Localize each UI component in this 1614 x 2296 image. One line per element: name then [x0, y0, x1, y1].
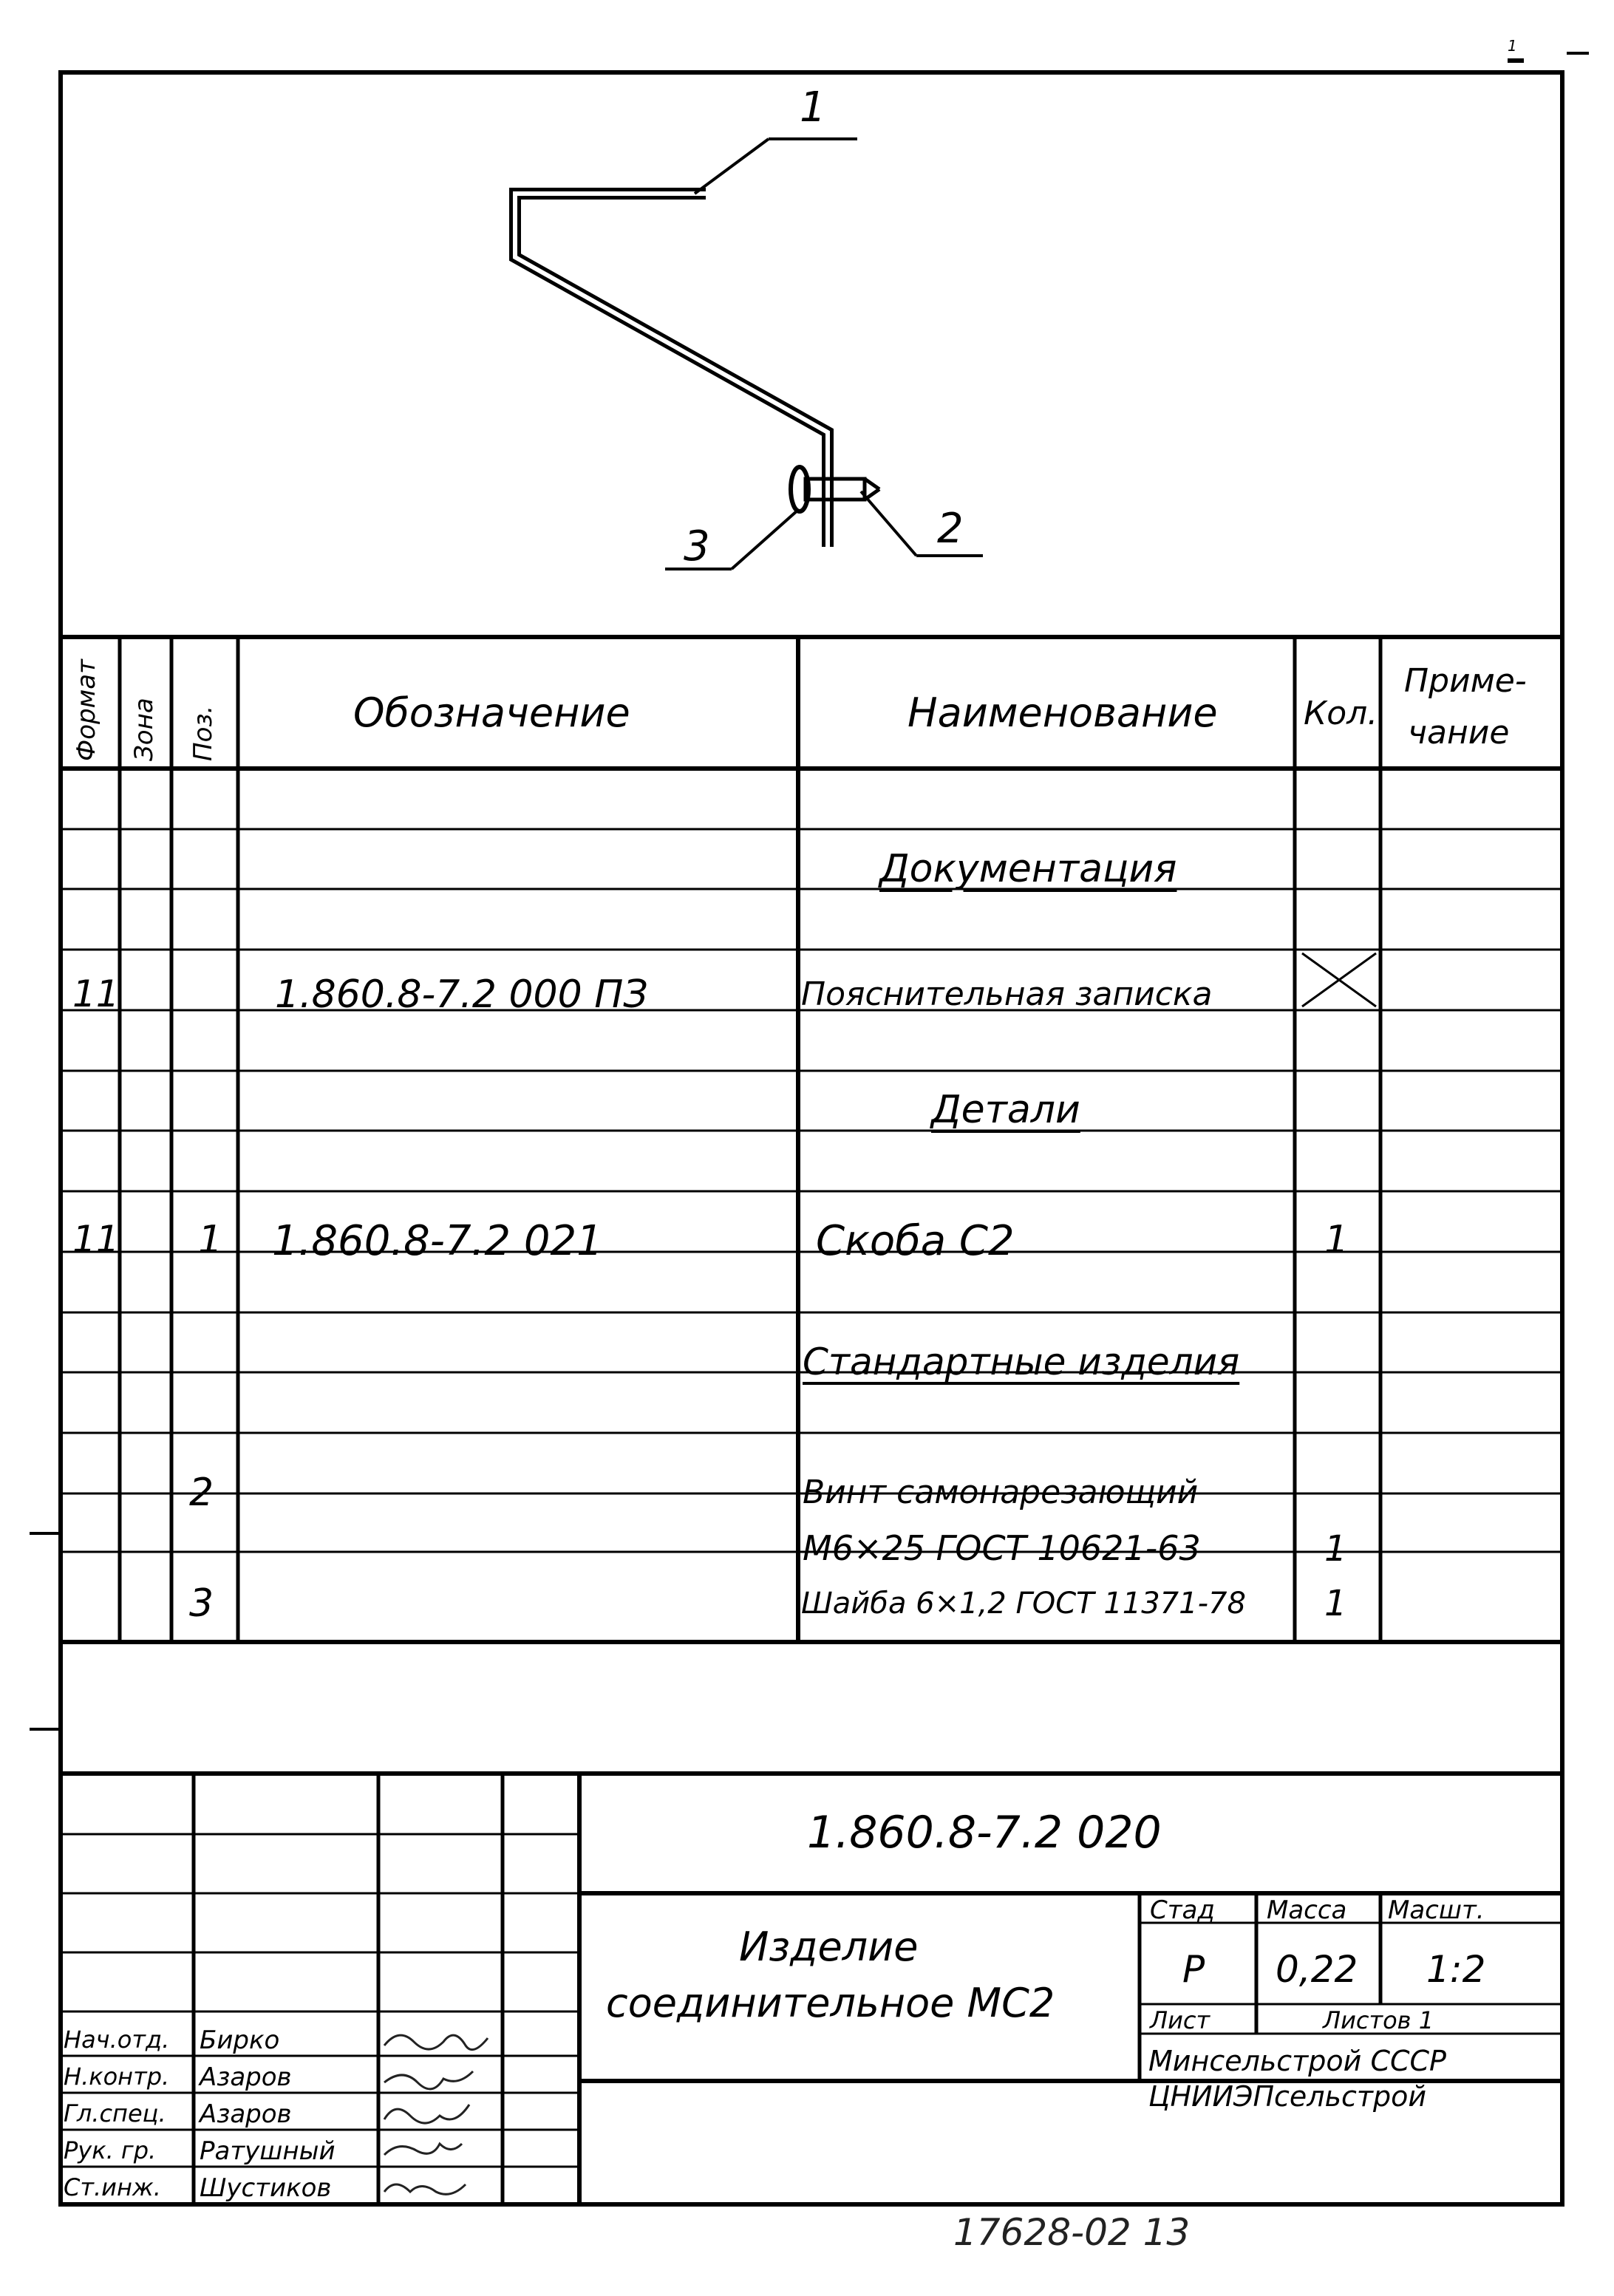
sig-role-3: Гл.спец.: [64, 2099, 166, 2128]
row-3-qty: 1: [1324, 1218, 1349, 1262]
row-7-pos: 3: [189, 1581, 214, 1626]
callout-1: 1: [800, 84, 826, 132]
row-3-name: Скоба С2: [816, 1217, 1015, 1265]
stage-value: Р: [1182, 1948, 1205, 1991]
row-7-qty: 1: [1324, 1583, 1347, 1624]
section-details: Детали: [931, 1088, 1080, 1132]
organization-line1: Минсельстрой СССР: [1148, 2045, 1446, 2077]
mass-label: Масса: [1267, 1895, 1347, 1925]
section-standard-items: Стандартные изделия: [803, 1341, 1240, 1383]
sig-name-5: Шустиков: [200, 2173, 332, 2203]
sig-name-1: Бирко: [200, 2026, 280, 2055]
row-1-name: Пояснительная записка: [801, 975, 1213, 1013]
callout-3: 3: [684, 522, 710, 570]
callout-2: 2: [937, 505, 964, 553]
sheets-label: Листов 1: [1323, 2006, 1434, 2034]
row-5-name: Винт самонарезающий: [803, 1474, 1199, 1511]
stage-label: Стад: [1150, 1895, 1215, 1925]
corner-mark: 1: [1508, 37, 1517, 55]
row-3-format: 11: [72, 1218, 120, 1261]
header-note-line2: чание: [1408, 714, 1510, 752]
sig-name-4: Ратушный: [200, 2136, 336, 2166]
signature-scribbles: [384, 2035, 488, 2194]
header-qty: Кол.: [1304, 695, 1378, 732]
row-6-qty: 1: [1324, 1528, 1347, 1570]
organization-line2: ЦНИИЭПсельстрой: [1148, 2080, 1427, 2113]
header-note-line1: Приме-: [1404, 662, 1527, 700]
sig-role-2: Н.контр.: [64, 2062, 170, 2091]
mass-value: 0,22: [1276, 1948, 1358, 1991]
product-name-line1: Изделие: [739, 1924, 919, 1970]
sig-role-1: Нач.отд.: [64, 2026, 170, 2054]
document-number: 1.860.8-7.2 020: [807, 1807, 1162, 1859]
sig-name-3: Азаров: [200, 2099, 292, 2129]
row-5-pos: 2: [189, 1471, 214, 1515]
section-documentation: Документация: [879, 847, 1177, 891]
sheet-label: Лист: [1150, 2006, 1210, 2034]
header-zone: Зона: [129, 698, 159, 761]
sig-name-2: Азаров: [200, 2062, 292, 2092]
header-pos: Поз.: [188, 705, 218, 761]
row-6-name: М6×25 ГОСТ 10621-63: [803, 1528, 1201, 1568]
product-name-line2: соединительное МС2: [606, 1980, 1055, 2026]
row-1-designation: 1.860.8-7.2 000 ПЗ: [275, 972, 648, 1017]
row-7-name: Шайба 6×1,2 ГОСТ 11371-78: [801, 1587, 1246, 1621]
sig-role-4: Рук. гр.: [64, 2136, 157, 2164]
scale-label: Масшт.: [1388, 1895, 1485, 1925]
scale-value: 1:2: [1426, 1948, 1486, 1991]
sig-role-5: Ст.инж.: [64, 2173, 161, 2201]
header-format: Формат: [72, 659, 101, 761]
row-3-designation: 1.860.8-7.2 021: [272, 1217, 603, 1265]
header-designation: Обозначение: [353, 689, 630, 736]
row-3-pos: 1: [198, 1218, 223, 1262]
header-name: Наименование: [908, 689, 1218, 736]
row-1-format: 11: [72, 972, 120, 1015]
footer-number: 17628-02 13: [953, 2211, 1191, 2254]
